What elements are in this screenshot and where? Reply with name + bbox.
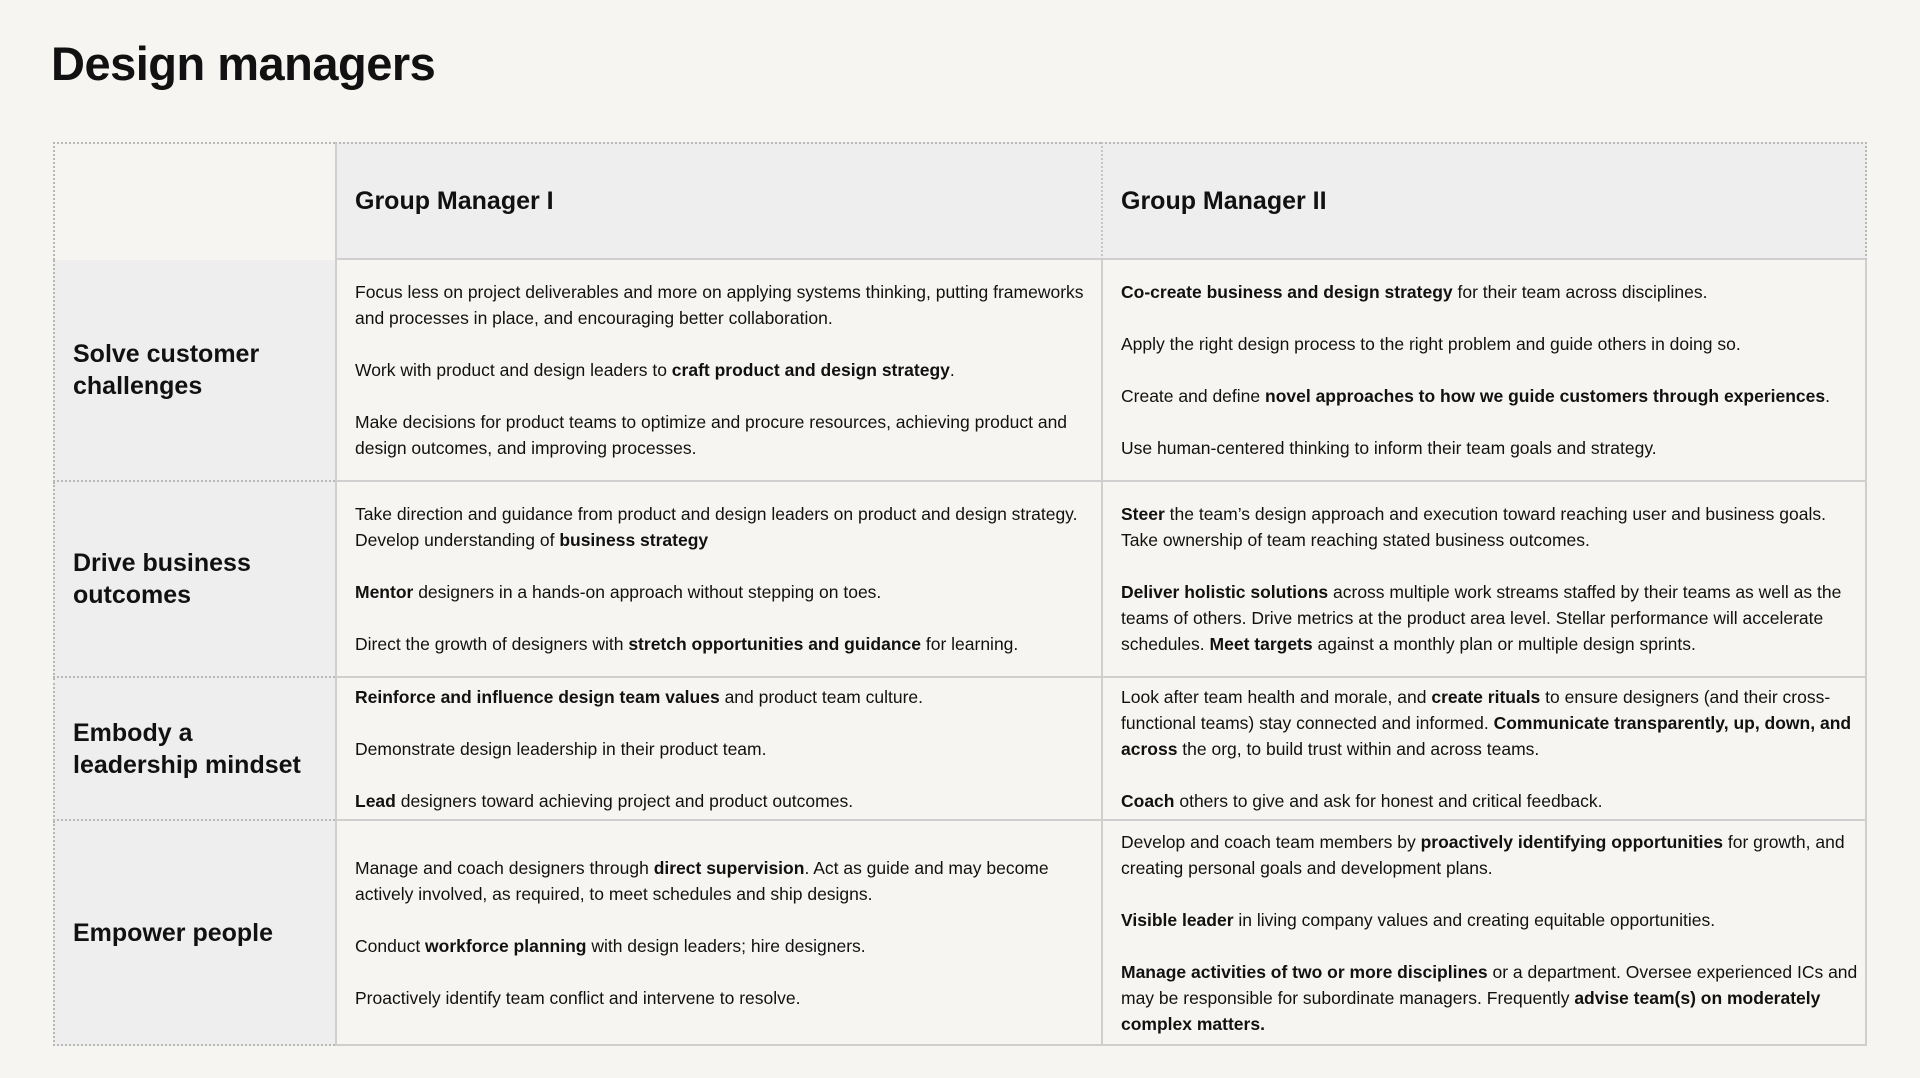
cell-paragraph: [355, 788, 1095, 814]
row-header-solve-customer-challenges: Solve customer challenges: [53, 260, 335, 482]
emphasis-text: stretch opportunities and guidance: [628, 634, 921, 654]
emphasis-text: Co-create business and design strategy: [1121, 282, 1453, 302]
body-text: . Act as guide and may become actively involved, as required, to meet schedules and ship designs.: [355, 857, 1049, 904]
emphasis-text: Steer: [1121, 504, 1165, 524]
cell-r1-gm1: [335, 260, 1101, 482]
cell-paragraph: [1121, 684, 1859, 762]
matrix-corner: [53, 142, 335, 260]
cell-r3-gm2: [1101, 678, 1867, 821]
cell-r2-gm1: [335, 482, 1101, 678]
emphasis-text: Lead: [355, 790, 396, 811]
cell-paragraph: [1121, 959, 1859, 1037]
cell-r3-gm1: [335, 678, 1101, 821]
emphasis-text: Meet targets: [1209, 634, 1313, 654]
emphasis-text: Reinforce and influence design team values: [355, 686, 720, 707]
body-text: Take direction and guidance from product and design leaders on product and design strategy. Develop understanding of: [355, 504, 1078, 550]
body-text: .: [949, 360, 955, 380]
emphasis-text: create rituals: [1431, 686, 1541, 707]
body-text: across multiple work streams staffed by their teams as well as the teams of others. Drive metrics at the product area level. Stellar performance will accelerate schedules.: [1121, 582, 1842, 654]
cell-paragraph: [355, 631, 1095, 657]
cell-paragraph: [1121, 501, 1859, 553]
emphasis-text: Deliver holistic solutions: [1121, 582, 1329, 602]
column-header-group-manager-2: Group Manager II: [1101, 142, 1867, 260]
body-text: against a monthly plan or multiple design sprints.: [1312, 634, 1696, 654]
row-header-embody-leadership-mindset: Embody a leadership mindset: [53, 678, 335, 821]
cell-paragraph: [355, 409, 1095, 461]
competency-matrix: [53, 142, 1867, 1046]
cell-paragraph: [355, 357, 1095, 383]
cell-paragraph: [1121, 788, 1859, 814]
emphasis-text: craft product and design strategy: [671, 360, 950, 380]
cell-paragraph: [355, 855, 1095, 907]
body-text: designers toward achieving project and product outcomes.: [395, 790, 854, 811]
cell-paragraph: [1121, 383, 1859, 409]
emphasis-text: novel approaches to how we guide customers through experiences: [1265, 386, 1826, 406]
body-text: to ensure designers (and their cross-functional teams) stay connected and informed.: [1121, 686, 1831, 733]
cell-paragraph: [355, 279, 1095, 331]
emphasis-text: Communicate transparently, up, down, and across: [1121, 712, 1852, 759]
cell-paragraph: [1121, 907, 1859, 933]
body-text: Proactively identify team conflict and intervene to resolve.: [355, 987, 801, 1008]
cell-paragraph: [355, 933, 1095, 959]
body-text: Make decisions for product teams to optimize and procure resources, achieving product and design outcomes, and improving processes.: [355, 412, 1068, 458]
body-text: the org, to build trust within and across teams.: [1177, 738, 1540, 759]
body-text: with design leaders; hire designers.: [586, 935, 866, 956]
body-text: in living company values and creating equitable opportunities.: [1233, 909, 1716, 930]
cell-r4-gm2: [1101, 821, 1867, 1046]
body-text: others to give and ask for honest and critical feedback.: [1174, 790, 1603, 811]
column-header-group-manager-1: Group Manager I: [335, 142, 1101, 260]
cell-paragraph: [1121, 435, 1859, 461]
body-text: .: [1825, 386, 1831, 406]
emphasis-text: Coach: [1121, 790, 1175, 811]
emphasis-text: Visible leader: [1121, 909, 1234, 930]
cell-r2-gm2: [1101, 482, 1867, 678]
page-title: Design managers: [51, 37, 436, 90]
cell-paragraph: [355, 684, 1095, 710]
body-text: Develop and coach team members by: [1121, 831, 1421, 852]
body-text: for growth, and creating personal goals and development plans.: [1121, 831, 1845, 878]
emphasis-text: workforce planning: [425, 935, 587, 956]
body-text: for learning.: [921, 634, 1019, 654]
cell-paragraph: [355, 501, 1095, 553]
body-text: Look after team health and morale, and: [1121, 686, 1432, 707]
cell-paragraph: [1121, 279, 1859, 305]
row-header-drive-business-outcomes: Drive business outcomes: [53, 482, 335, 678]
row-header-empower-people: Empower people: [53, 821, 335, 1046]
emphasis-text: direct supervision: [653, 857, 805, 878]
emphasis-text: Manage activities of two or more disciplines: [1121, 961, 1488, 982]
emphasis-text: advise team(s) on moderately complex matters.: [1121, 987, 1821, 1034]
body-text: and product team culture.: [719, 686, 924, 707]
cell-paragraph: [1121, 331, 1859, 357]
body-text: Work with product and design leaders to: [355, 360, 672, 380]
body-text: for their team across disciplines.: [1452, 282, 1708, 302]
body-text: or a department. Oversee experienced ICs and may be responsible for subordinate managers. Frequently: [1121, 961, 1858, 1008]
body-text: Focus less on project deliverables and more on applying systems thinking, putting frameworks and processes in place, and encouraging better collaboration.: [355, 282, 1084, 328]
body-text: Apply the right design process to the right problem and guide others in doing so.: [1121, 334, 1741, 354]
emphasis-text: proactively identifying opportunities: [1420, 831, 1723, 852]
cell-r4-gm1: [335, 821, 1101, 1046]
body-text: Direct the growth of designers with: [355, 634, 629, 654]
cell-paragraph: [355, 579, 1095, 605]
body-text: Demonstrate design leadership in their product team.: [355, 738, 767, 759]
body-text: designers in a hands-on approach without stepping on toes.: [413, 582, 882, 602]
cell-paragraph: [355, 985, 1095, 1011]
cell-r1-gm2: [1101, 260, 1867, 482]
cell-paragraph: [355, 736, 1095, 762]
cell-paragraph: [1121, 829, 1859, 881]
body-text: the team’s design approach and execution toward reaching user and business goals. Take ownership of team reaching stated business outcomes.: [1121, 504, 1826, 550]
emphasis-text: business strategy: [559, 530, 709, 550]
body-text: Conduct: [355, 935, 426, 956]
body-text: Create and define: [1121, 386, 1265, 406]
emphasis-text: Mentor: [355, 582, 414, 602]
body-text: Use human-centered thinking to inform their team goals and strategy.: [1121, 438, 1657, 458]
cell-paragraph: [1121, 579, 1859, 657]
body-text: Manage and coach designers through: [355, 857, 654, 878]
